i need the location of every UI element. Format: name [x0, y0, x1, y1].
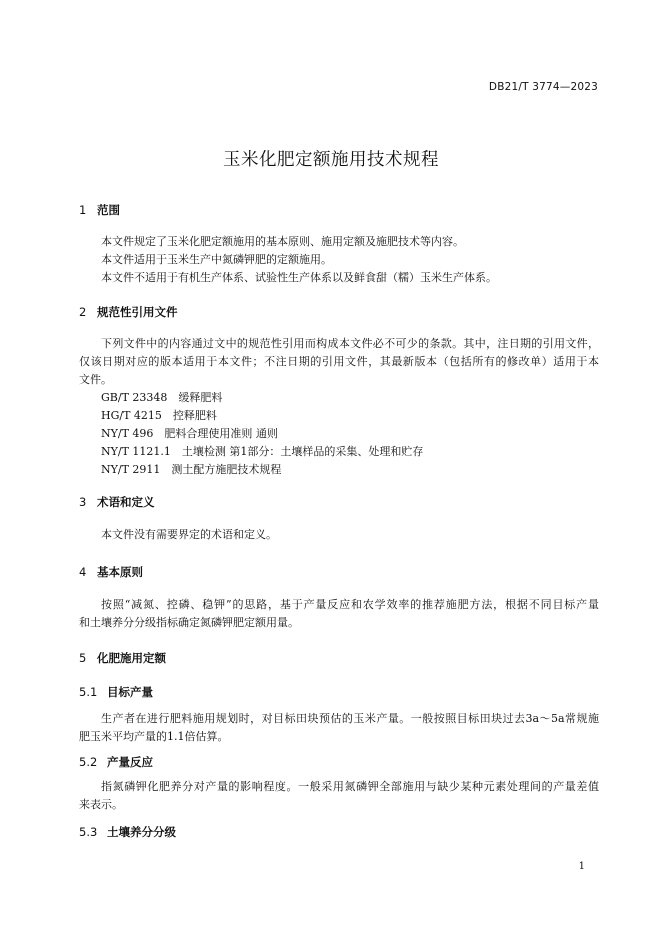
section-4-heading [79, 564, 143, 580]
reference-item: HG/T 4215 控释肥料 [101, 409, 217, 422]
reference-item: NY/T 2911 测土配方施肥技术规程 [101, 463, 282, 476]
paragraph-line: 指氮磷钾化肥养分对产量的影响程度。一般采用氮磷钾全部施用与缺少某种元素处理间的产量差值 [101, 780, 599, 793]
document-code: DB21/T 3774—2023 [488, 81, 598, 93]
section-1-body [79, 233, 599, 287]
section-number: 1 [79, 203, 87, 217]
paragraph-line: 按照“减氮、控磷、稳钾”的思路，基于产量反应和农学效率的推荐施肥方法，根据不同目标产量 [101, 598, 599, 611]
paragraph-line: 下列文件中的内容通过文中的规范性引用而构成本文件必不可少的条款。其中，注日期的引用文件， [101, 337, 599, 350]
document-title: 玉米化肥定额施用技术规程 [223, 150, 439, 170]
section-title: 产量反应 [107, 755, 153, 769]
page-number: 1 [578, 861, 585, 872]
section-number: 3 [79, 495, 87, 509]
section-4-body [79, 596, 599, 632]
section-title: 规范性引用文件 [97, 305, 178, 319]
section-number: 4 [79, 565, 87, 579]
section-title: 目标产量 [107, 685, 153, 699]
paragraph-line: 来表示。 [79, 798, 123, 811]
section-3-heading [79, 494, 155, 510]
section-title: 化肥施用定额 [97, 651, 166, 665]
paragraph-line: 生产者在进行肥料施用规划时，对目标田块预估的玉米产量。一般按照目标田块过去3a～5a常规施 [101, 712, 599, 725]
reference-item: NY/T 496 肥料合理使用准则 通则 [101, 427, 278, 440]
paragraph-line: 肥玉米平均产量的1.1倍估算。 [79, 730, 229, 743]
paragraph-line: 仅该日期对应的版本适用于本文件；不注日期的引用文件，其最新版本（包括所有的修改单）适用于本 [79, 355, 599, 368]
section-2-body [79, 335, 599, 479]
section-5-3-heading [79, 824, 176, 840]
paragraph-line: 本文件没有需要界定的术语和定义。 [101, 528, 277, 541]
section-5-2-heading [79, 754, 153, 770]
section-5-1-body [79, 710, 599, 746]
section-title: 土壤养分分级 [107, 825, 176, 839]
paragraph-line: 文件。 [79, 373, 112, 386]
section-title: 基本原则 [97, 565, 143, 579]
reference-item: GB/T 23348 缓释肥料 [101, 391, 223, 404]
paragraph-line: 和土壤养分分级指标确定氮磷钾肥定额用量。 [79, 616, 299, 629]
paragraph-line: 本文件规定了玉米化肥定额施用的基本原则、施用定额及施肥技术等内容。 [101, 235, 464, 248]
section-2-heading [79, 304, 178, 320]
paragraph-line: 本文件不适用于有机生产体系、试验性生产体系以及鲜食甜（糯）玉米生产体系。 [101, 271, 497, 284]
section-3-body [79, 526, 599, 544]
section-1-heading [79, 202, 120, 218]
section-title: 术语和定义 [97, 495, 155, 509]
section-5-1-heading [79, 684, 153, 700]
section-number: 2 [79, 305, 87, 319]
section-number: 5.1 [79, 685, 98, 699]
section-number: 5.2 [79, 755, 98, 769]
section-5-heading [79, 650, 166, 666]
paragraph-line: 本文件适用于玉米生产中氮磷钾肥的定额施用。 [101, 253, 332, 266]
reference-item: NY/T 1121.1 土壤检测 第1部分：土壤样品的采集、处理和贮存 [101, 445, 424, 458]
section-number: 5.3 [79, 825, 98, 839]
section-title: 范围 [97, 203, 120, 217]
section-5-2-body [79, 778, 599, 814]
section-number: 5 [79, 651, 87, 665]
